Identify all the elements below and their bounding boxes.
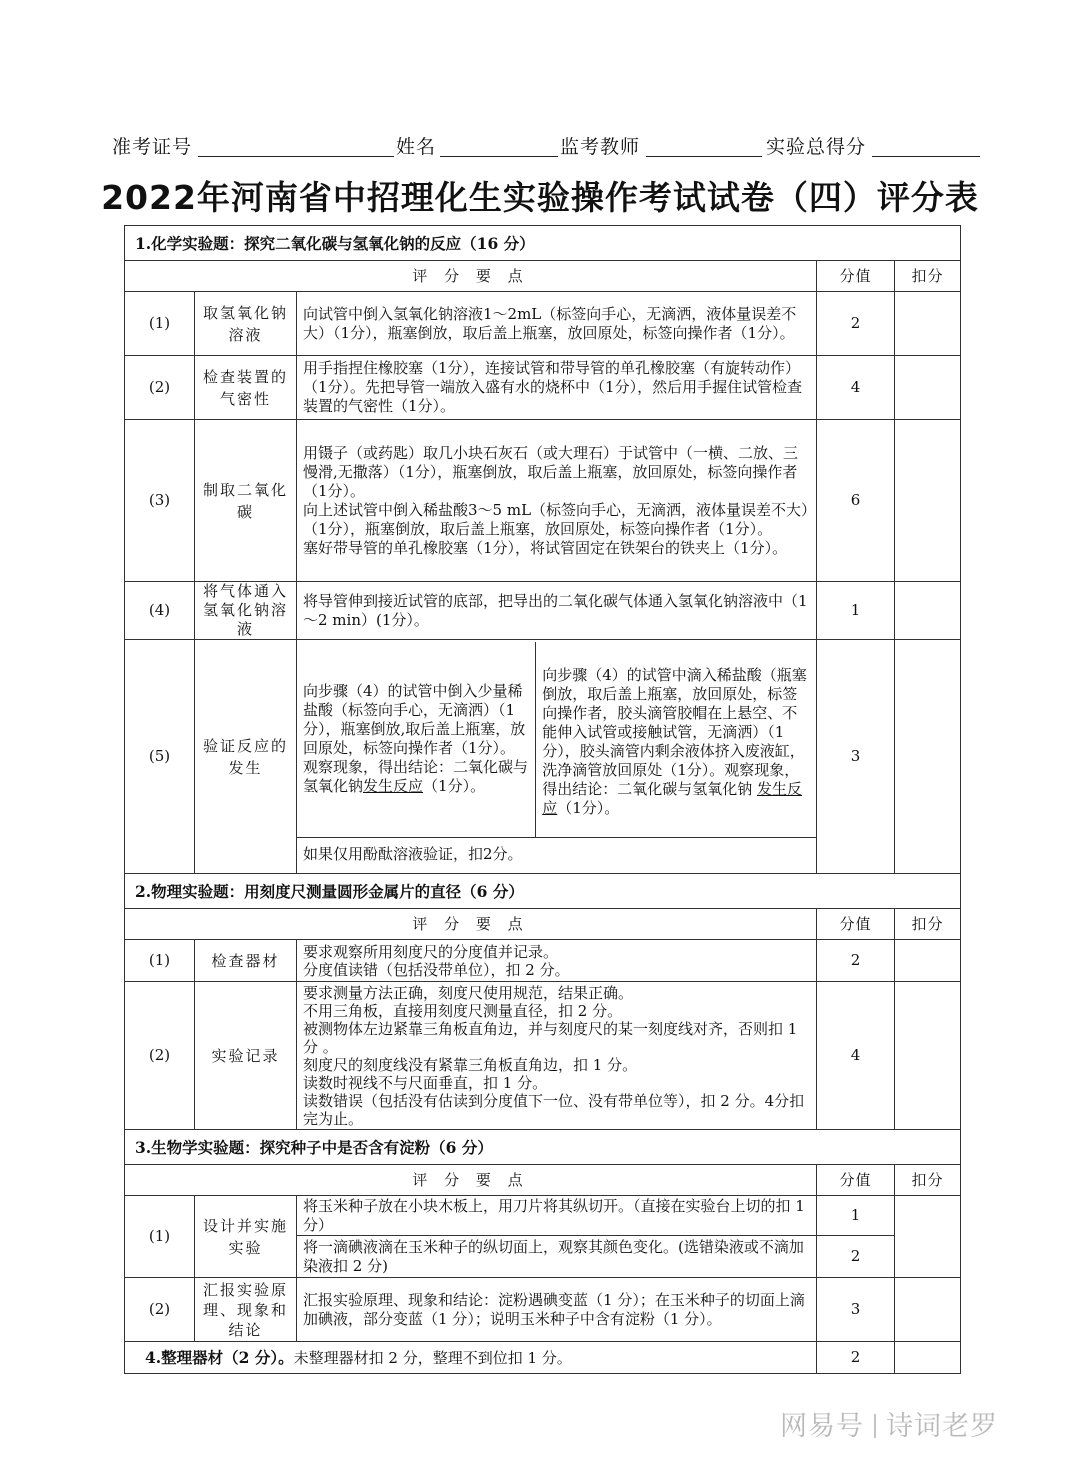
deduct-cell[interactable] [895, 1278, 961, 1342]
deduct-cell[interactable] [895, 356, 961, 420]
note-text: 如果仅用酚酞溶液验证，扣2分。 [297, 838, 816, 872]
content-line: 要求测量方法正确，刻度尺使用规范，结果正确。 [303, 983, 634, 1002]
score-value: 4 [817, 982, 895, 1130]
score-value: 4 [817, 356, 895, 420]
row-number: (3) [125, 420, 195, 582]
method-a-score: （1分）。 [423, 777, 486, 796]
total-score-label: 实验总得分 [766, 136, 867, 158]
item-name: 汇报实验原理、现象和结论 [195, 1278, 297, 1342]
biology-title: 3.生物学实验题：探究种子中是否含有淀粉（6 分） [125, 1130, 961, 1165]
deduct-cell[interactable] [895, 940, 961, 982]
item-content [297, 640, 817, 874]
chemistry-title: 1.化学实验题：探究二氧化碳与氢氧化钠的反应（16 分） [125, 226, 961, 261]
score-value: 2 [817, 292, 895, 356]
row-number: (5) [125, 640, 195, 874]
column-header-row [125, 909, 961, 940]
content-line: 刻度尺的刻度线没有紧靠三角板直角边，扣 1 分。 [303, 1055, 638, 1074]
score-header: 分值 [817, 261, 895, 292]
score-header: 分值 [817, 1165, 895, 1196]
section-title-row [125, 1130, 961, 1165]
row-number: (2) [125, 1278, 195, 1342]
item-name: 取氢氧化钠溶液 [195, 292, 297, 356]
item-name: 将气体通入氢氧化钠溶液 [195, 582, 297, 640]
table-row [125, 420, 961, 582]
exam-id-label: 准考证号 [112, 136, 193, 158]
row-number: (2) [125, 982, 195, 1130]
row-number: (1) [125, 1196, 195, 1278]
item-content: 向试管中倒入氢氧化钠溶液1～2mL（标签向手心，无滴洒，液体量误差不大）（1分），瓶塞倒放，取后盖上瓶塞，放回原处，标签向操作者（1分）。 [297, 292, 817, 356]
method-b-text: 向步骤（4）的试管中滴入稀盐酸（瓶塞倒放，取后盖上瓶塞，放回原处，标签向操作者，胶头滴管胶帽在上悬空、不能伸入试管或接触试管，无滴洒）（1分），胶头滴管内剩余液体挤入废液缸，洗净滴管放回原处（1分）。观察现象，得出结论：二氧化碳与氢氧化钠 [542, 666, 807, 799]
column-header-row [125, 1165, 961, 1196]
score-value: 2 [817, 940, 895, 982]
score-value: 3 [817, 1278, 895, 1342]
score-value: 6 [817, 420, 895, 582]
method-a [297, 642, 536, 838]
exam-id-field[interactable] [198, 156, 394, 157]
table-row [125, 582, 961, 640]
deduct-header: 扣分 [895, 1165, 961, 1196]
item-name: 检查装置的气密性 [195, 356, 297, 420]
section-title-row [125, 874, 961, 909]
score-table [124, 225, 961, 1374]
item-content: 将玉米种子放在小块木板上，用刀片将其纵切开。（直接在实验台上切的扣 1 分） [297, 1196, 817, 1236]
item-content: 将一滴碘液滴在玉米种子的纵切面上，观察其颜色变化。(选错染液或不滴加染液扣 2 分) [297, 1236, 817, 1278]
total-score-field[interactable] [872, 156, 980, 157]
table-row [125, 1342, 961, 1374]
item-name: 实验记录 [195, 982, 297, 1130]
watermark-brand: 网易号 [780, 1411, 864, 1442]
item-name: 检查器材 [195, 940, 297, 982]
proctor-label: 监考教师 [560, 136, 641, 158]
item-content [297, 420, 817, 582]
name-field[interactable] [440, 156, 558, 157]
content-part: 向上述试管中倒入稀盐酸3～5 mL（标签向手心，无滴洒，液体量误差不大）（1分），瓶塞倒放，取后盖上瓶塞，放回原处，标签向操作者（1分）。 [303, 500, 809, 538]
method-b-score: （1分）。 [557, 799, 620, 818]
content-line: 要求观察所用刻度尺的分度值并记录。 [303, 942, 559, 961]
content-line: 分度值读错（包括没带单位），扣 2 分。 [303, 960, 570, 979]
row-number: (4) [125, 582, 195, 640]
column-header-row [125, 261, 961, 292]
item-name: 制取二氧化碳 [195, 420, 297, 582]
name-label: 姓名 [396, 136, 437, 158]
content-line: 被测物体左边紧靠三角板直角边，并与刻度尺的某一刻度线对齐，否则扣 1 分 。 [303, 1019, 798, 1056]
verify-methods-table [297, 642, 816, 872]
item-content: 用手指捏住橡胶塞（1分），连接试管和带导管的单孔橡胶塞（有旋转动作）（1分）。先把导管一端放入盛有水的烧杯中（1分），然后用手握住试管检查装置的气密性（1分）。 [297, 356, 817, 420]
score-value: 1 [817, 582, 895, 640]
deduct-cell[interactable] [895, 640, 961, 874]
watermark-author: 诗词老罗 [886, 1411, 998, 1442]
deduct-cell[interactable] [895, 982, 961, 1130]
content-line: 不用三角板，直接用刻度尺测量直径，扣 2 分。 [303, 1001, 623, 1020]
score-value: 2 [817, 1236, 895, 1278]
row-number: (1) [125, 940, 195, 982]
item-name: 验证反应的发生 [195, 640, 297, 874]
table-row [125, 1196, 961, 1236]
row-number: (2) [125, 356, 195, 420]
deduct-cell[interactable] [895, 1342, 961, 1374]
table-row [125, 940, 961, 982]
physics-title: 2.物理实验题：用刻度尺测量圆形金属片的直径（6 分） [125, 874, 961, 909]
table-row [125, 982, 961, 1130]
content-part: 用镊子（或药匙）取几小块石灰石（或大理石）于试管中（一横、二放、三慢滑,无撒落）（1分），瓶塞倒放，取后盖上瓶塞，放回原处，标签向操作者（1分）。 [303, 443, 799, 500]
table-row [125, 640, 961, 874]
cleanup-content: 未整理器材扣 2 分，整理不到位扣 1 分。 [293, 1348, 572, 1367]
watermark-divider [874, 1414, 876, 1438]
score-value: 3 [817, 640, 895, 874]
points-header: 评 分 要 点 [125, 909, 817, 940]
table-row [125, 356, 961, 420]
score-header: 分值 [817, 909, 895, 940]
item-name: 设计并实施实验 [195, 1196, 297, 1278]
item-content [297, 940, 817, 982]
deduct-cell[interactable] [895, 582, 961, 640]
content-line: 读数时视线不与尺面垂直，扣 1 分。 [303, 1073, 548, 1092]
method-a-conclusion: 发生反应 [363, 777, 424, 796]
deduct-cell[interactable] [895, 1196, 961, 1278]
item-content: 汇报实验原理、现象和结论：淀粉遇碘变蓝（1 分）；在玉米种子的切面上滴加碘液，部分变蓝（1 分）；说明玉米种子中含有淀粉（1 分）。 [297, 1278, 817, 1342]
points-header: 评 分 要 点 [125, 261, 817, 292]
watermark [780, 1404, 998, 1443]
method-b-conclusion: 发生反应 [542, 780, 803, 818]
proctor-field[interactable] [646, 156, 762, 157]
item-content: 将导管伸到接近试管的底部，把导出的二氧化碳气体通入氢氧化钠溶液中（1～2 min）(1分）。 [297, 582, 817, 640]
method-b [536, 642, 816, 838]
exam-header [112, 132, 982, 162]
score-value: 2 [817, 1342, 895, 1374]
score-value: 1 [817, 1196, 895, 1236]
deduct-cell[interactable] [895, 292, 961, 356]
table-row [125, 1278, 961, 1342]
content-line: 读数错误（包括没有估读到分度值下一位、没有带单位等），扣 2 分。4分扣完为止。 [303, 1091, 805, 1128]
content-part: 塞好带导管的单孔橡胶塞（1分），将试管固定在铁架台的铁夹上（1分）。 [303, 538, 788, 557]
points-header: 评 分 要 点 [125, 1165, 817, 1196]
method-a-text: 向步骤（4）的试管中倒入少量稀盐酸（标签向手心，无滴洒）（1分），瓶塞倒放,取后盖上瓶塞，放回原处，标签向操作者（1分）。观察现象，得出结论：二氧化碳与氢氧化钠 [303, 682, 529, 796]
deduct-cell[interactable] [895, 420, 961, 582]
page-title: 2022年河南省中招理化生实验操作考试试卷（四）评分表 [101, 178, 979, 217]
cleanup-title: 4.整理器材（2 分）。 [145, 1347, 294, 1367]
cleanup-row [125, 1342, 817, 1374]
section-title-row [125, 226, 961, 261]
row-number: (1) [125, 292, 195, 356]
item-content [297, 982, 817, 1130]
deduct-header: 扣分 [895, 909, 961, 940]
table-row [125, 292, 961, 356]
deduct-header: 扣分 [895, 261, 961, 292]
